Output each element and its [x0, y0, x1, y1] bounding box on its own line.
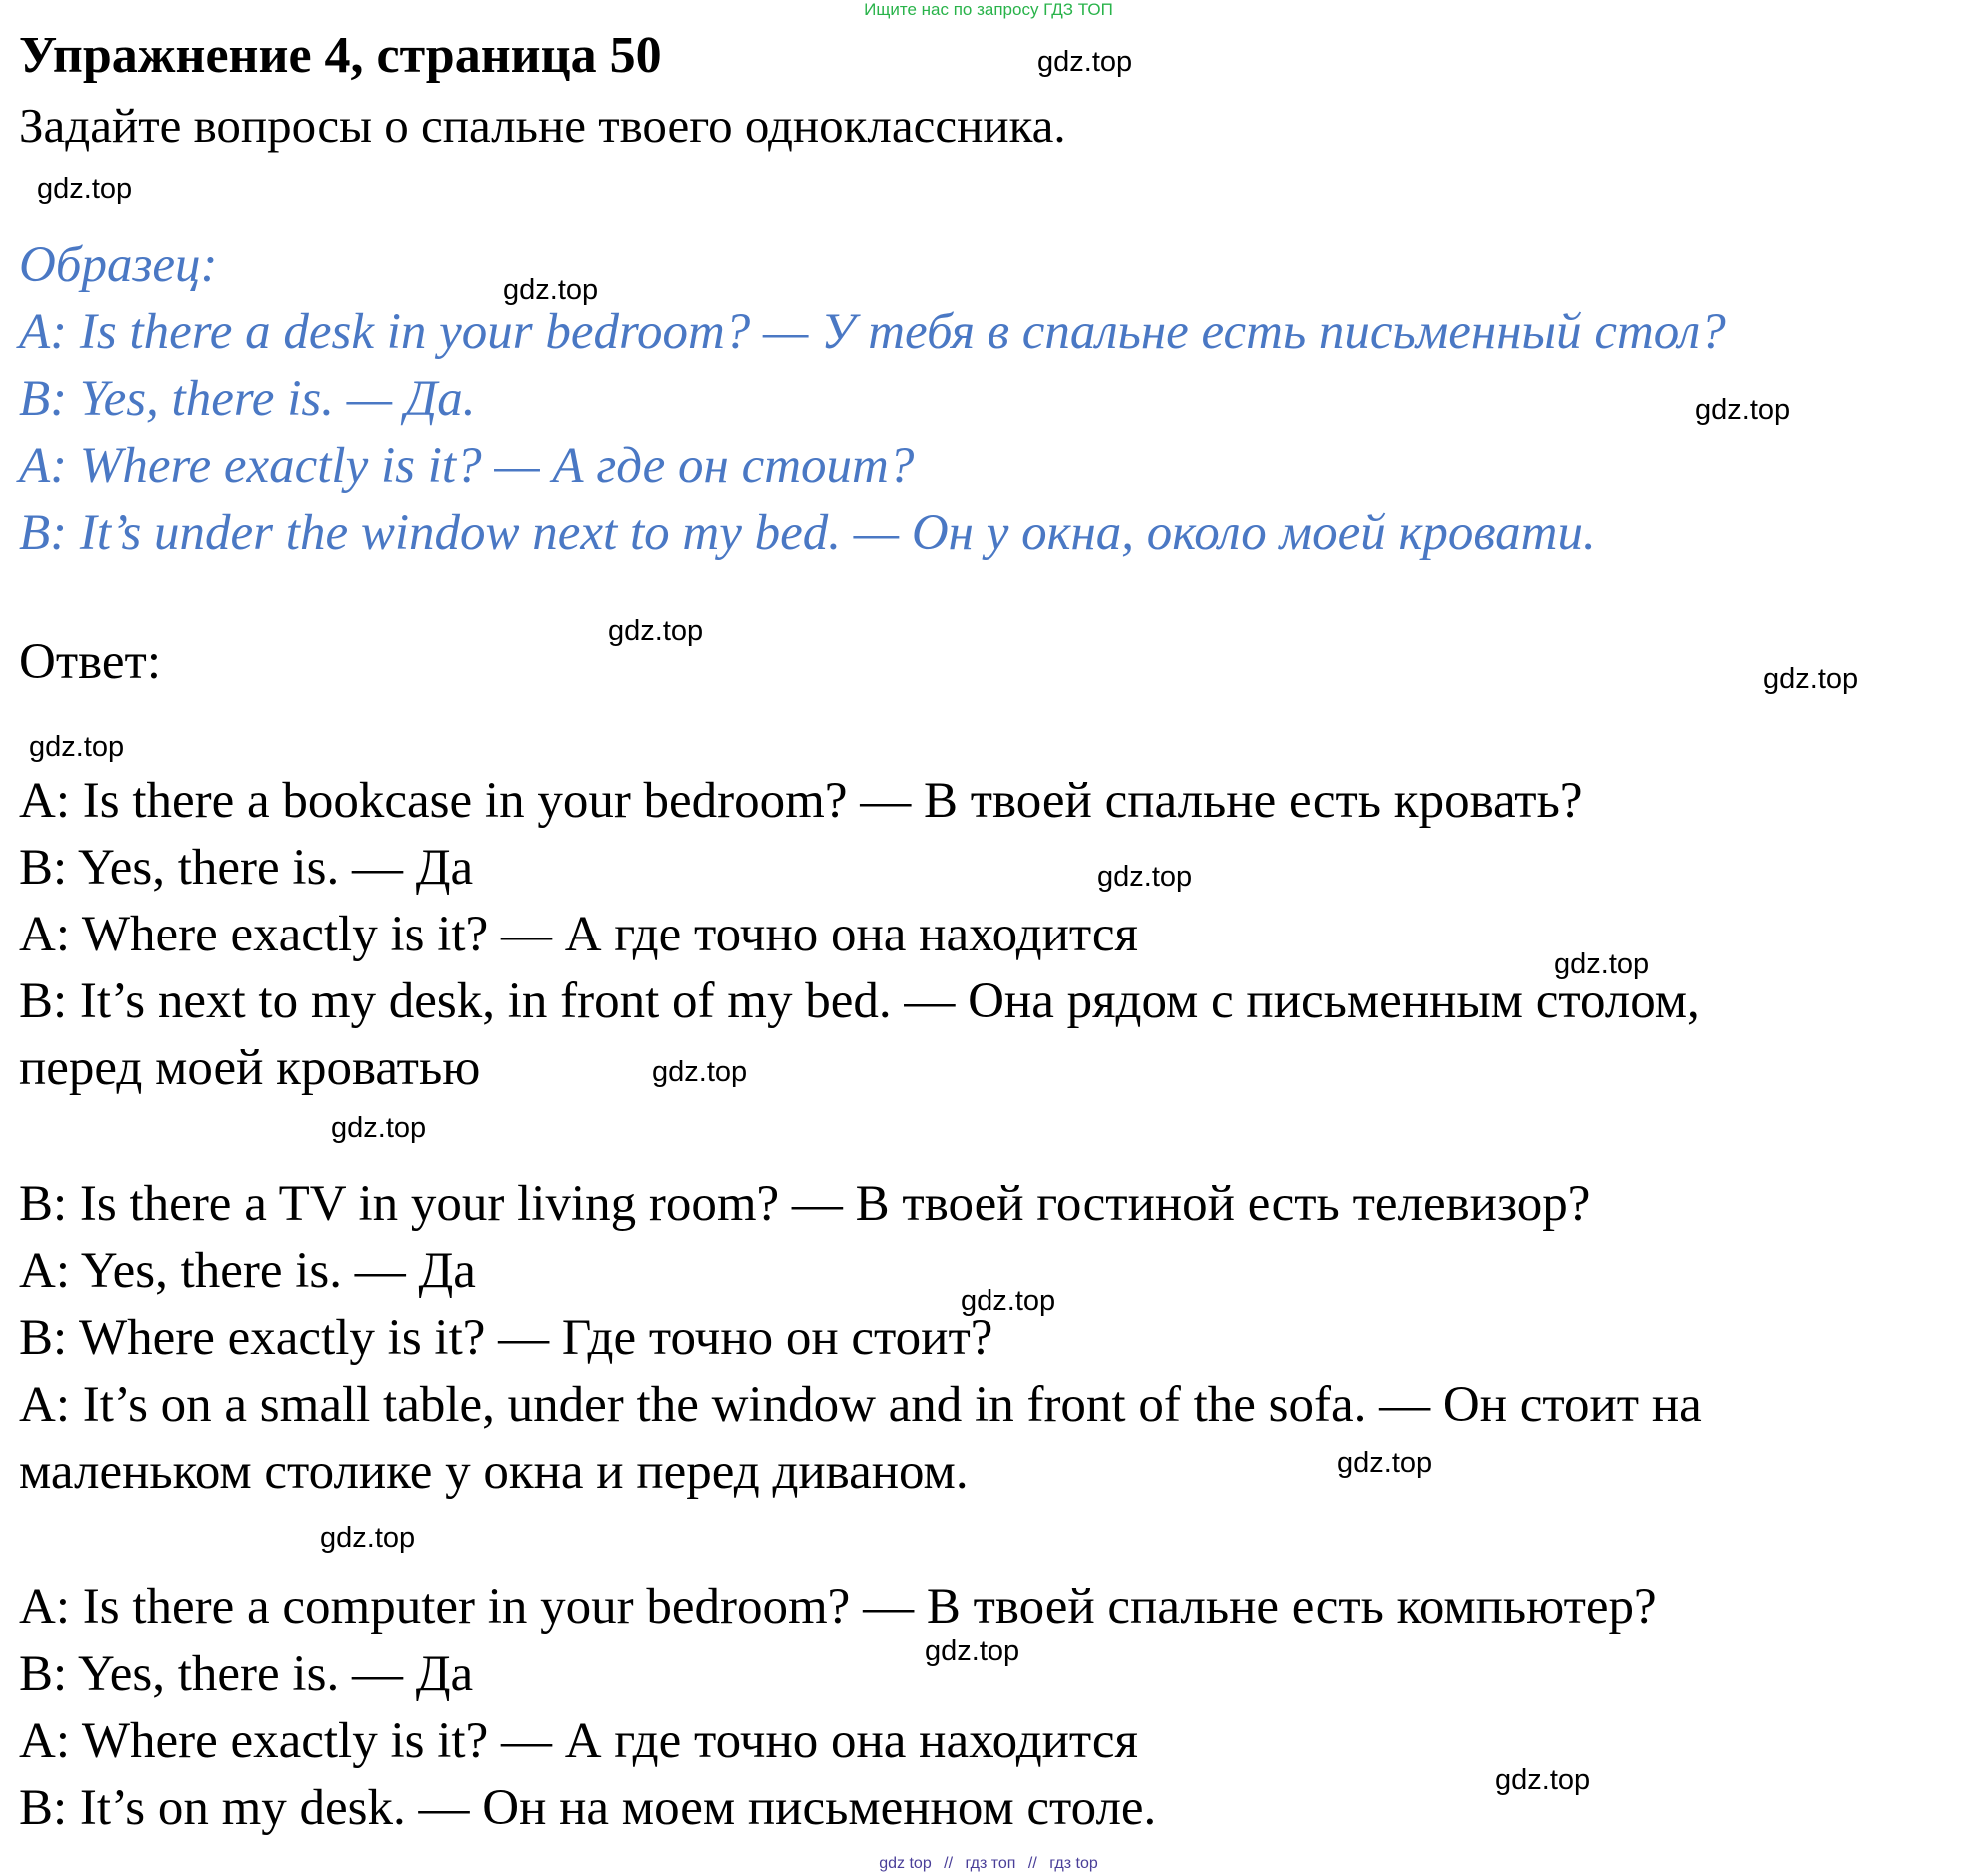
- answer-line: B: Is there a TV in your living room? — В твоей гостиной есть телевизор?: [19, 1176, 1591, 1232]
- footer-separator: //: [944, 1855, 954, 1872]
- answer-line: A: Where exactly is it? — А где точно она находится: [19, 1713, 1138, 1769]
- answer-line: A: Is there a bookcase in your bedroom? — В твоей спальне есть кровать?: [19, 773, 1583, 829]
- footer-link[interactable]: гдз топ: [965, 1855, 1016, 1872]
- sample-line: A: Is there a desk in your bedroom? — У тебя в спальне есть письменный стол?: [19, 304, 1726, 360]
- answer-line: B: Yes, there is. — Да: [19, 1646, 474, 1702]
- exercise-title: Упражнение 4, страница 50: [19, 27, 662, 84]
- task-text: Задайте вопросы о спальне твоего одноклассника.: [19, 98, 1066, 153]
- watermark: gdz.top: [1037, 46, 1133, 78]
- answer-line: A: Is there a computer in your bedroom? — В твоей спальне есть компьютер?: [19, 1579, 1657, 1635]
- top-banner-link[interactable]: Ищите нас по запросу ГДЗ ТОП: [864, 0, 1113, 19]
- answer-line: A: Yes, there is. — Да: [19, 1243, 476, 1299]
- sample-line: B: It’s under the window next to my bed. — Он у окна, около моей кровати.: [19, 505, 1596, 561]
- watermark: gdz.top: [29, 731, 125, 763]
- watermark: gdz.top: [331, 1112, 427, 1144]
- footer-links: [0, 1855, 1977, 1873]
- footer-link[interactable]: gdz top: [879, 1855, 932, 1872]
- answer-line: маленьком столике у окна и перед диваном.: [19, 1444, 969, 1500]
- watermark: gdz.top: [608, 615, 704, 647]
- watermark: gdz.top: [320, 1522, 416, 1554]
- answer-line: A: Where exactly is it? — А где точно она находится: [19, 907, 1138, 962]
- answer-line: B: Yes, there is. — Да: [19, 840, 474, 896]
- watermark: gdz.top: [961, 1285, 1056, 1317]
- sample-line: B: Yes, there is. — Да.: [19, 371, 476, 427]
- answer-line: B: Where exactly is it? — Где точно он стоит?: [19, 1310, 993, 1366]
- answer-line: A: It’s on a small table, under the window and in front of the sofa. — Он стоит на: [19, 1377, 1702, 1433]
- watermark: gdz.top: [1695, 394, 1791, 426]
- watermark: gdz.top: [37, 173, 133, 205]
- watermark: gdz.top: [1495, 1764, 1591, 1796]
- footer-link[interactable]: гдз top: [1049, 1855, 1098, 1872]
- watermark: gdz.top: [1554, 948, 1650, 980]
- answer-label: Ответ:: [19, 634, 161, 690]
- watermark: gdz.top: [503, 274, 599, 306]
- answer-line: перед моей кроватью: [19, 1040, 481, 1096]
- answer-line: B: It’s next to my desk, in front of my bed. — Она рядом с письменным столом,: [19, 973, 1700, 1029]
- sample-label: Образец:: [19, 237, 218, 293]
- watermark: gdz.top: [1337, 1447, 1433, 1479]
- watermark: gdz.top: [1763, 663, 1859, 695]
- watermark: gdz.top: [652, 1056, 748, 1088]
- answer-line: B: It’s on my desk. — Он на моем письменном столе.: [19, 1780, 1157, 1836]
- footer-separator: //: [1027, 1855, 1037, 1872]
- sample-line: A: Where exactly is it? — А где он стоит?: [19, 438, 915, 494]
- watermark: gdz.top: [925, 1635, 1020, 1667]
- watermark: gdz.top: [1097, 861, 1193, 893]
